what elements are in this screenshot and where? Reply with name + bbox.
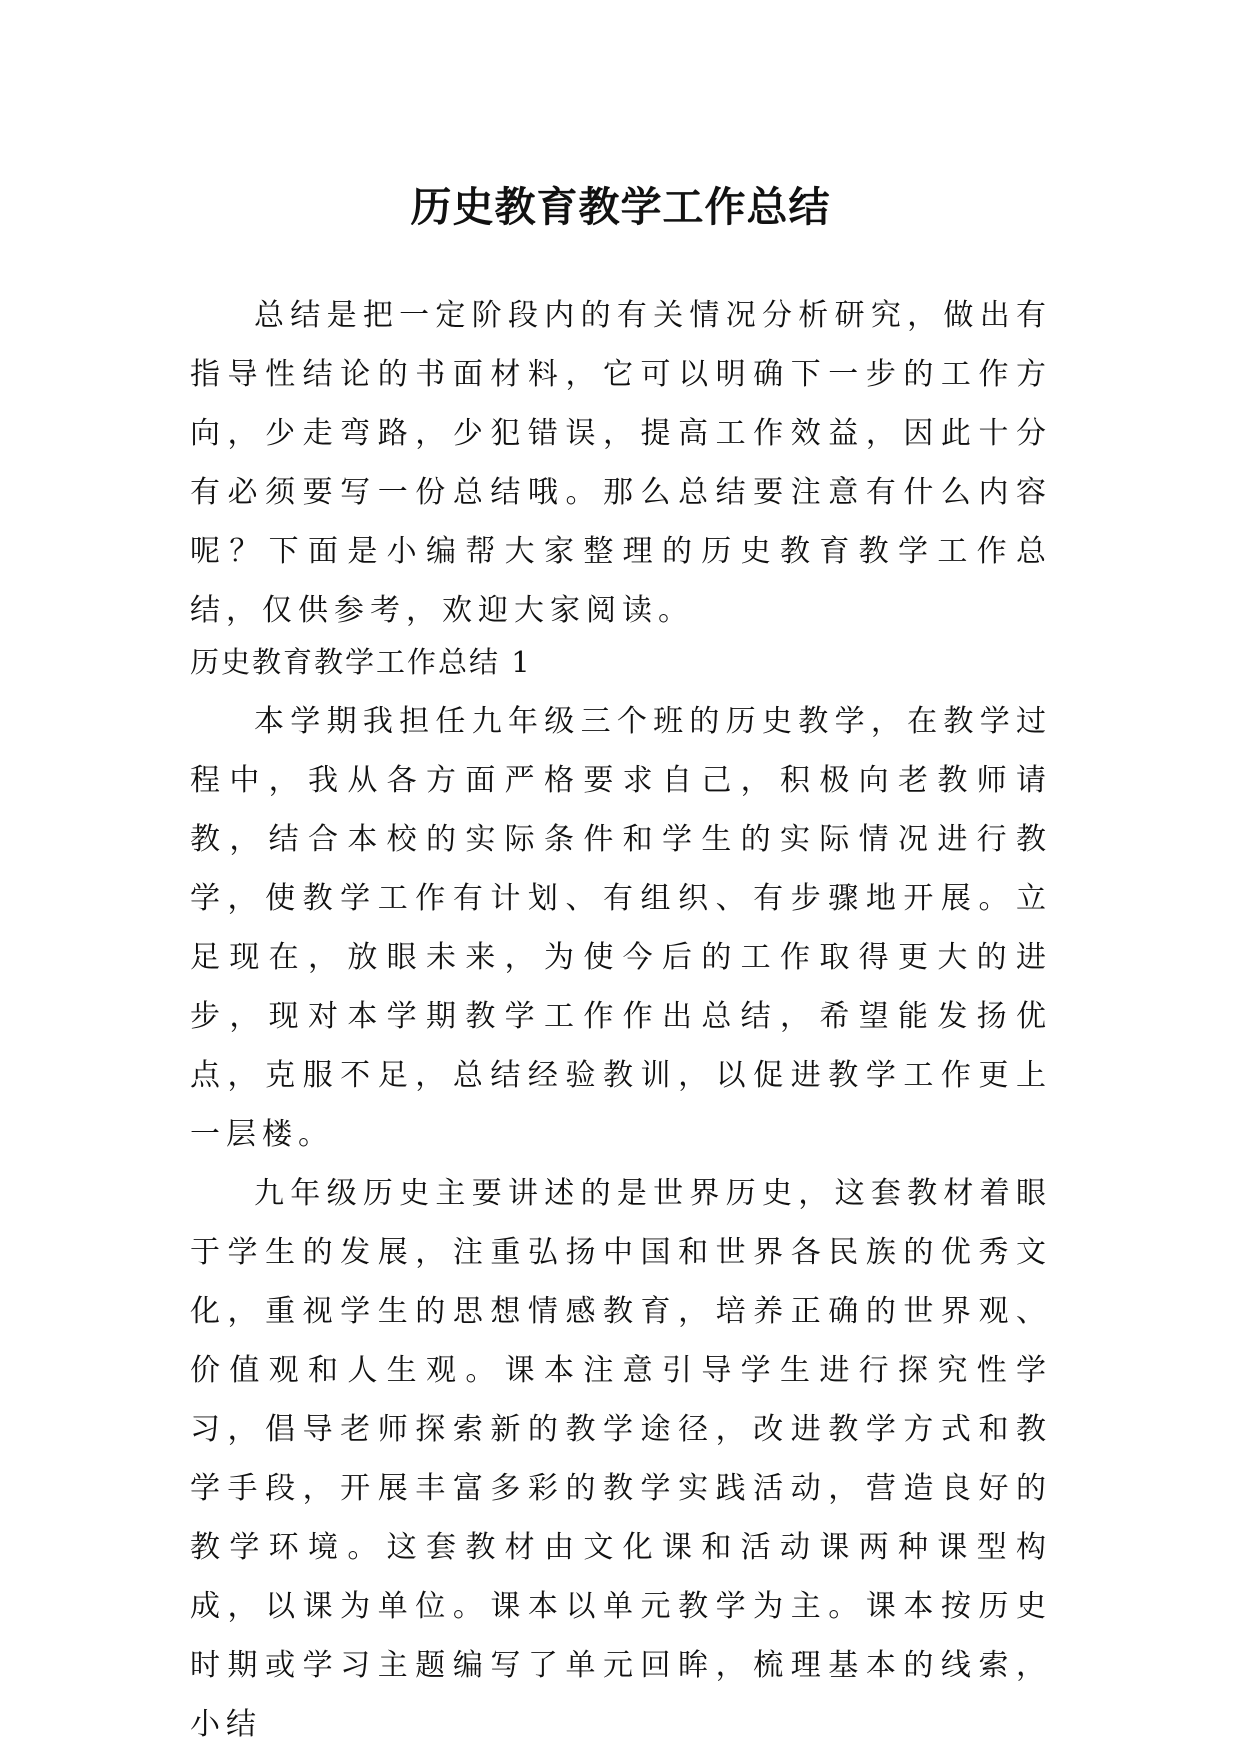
intro-block [190, 286, 1052, 640]
document-title: 历史教育教学工作总结 [410, 183, 831, 232]
section-paragraph-1: 本学期我担任九年级三个班的历史教学，在教学过程中，我从各方面严格要求自己，积极向老教师请教，结合本校的实际条件和学生的实际情况进行教学，使教学工作有计划、有组织、有步骤地开展。立足现在，放眼未来，为使今后的工作取得更大的进步，现对本学期教学工作作出总结，希望能发扬优点，克服不足，总结经验教训，以促进教学工作更上一层楼。 [190, 704, 1052, 1152]
section-heading: 历史教育教学工作总结 1 [190, 645, 532, 679]
section-1 [190, 633, 1052, 1754]
section-paragraph-2: 九年级历史主要讲述的是世界历史，这套教材着眼于学生的发展，注重弘扬中国和世界各民族的优秀文化，重视学生的思想情感教育，培养正确的世界观、价值观和人生观。课本注意引导学生进行探究性学习，倡导老师探索新的教学途径，改进教学方式和教学手段，开展丰富多彩的教学实践活动，营造良好的教学环境。这套教材由文化课和活动课两种课型构成，以课为单位。课本以单元教学为主。课本按历史时期或学习主题编写了单元回眸，梳理基本的线索，小结 [190, 1176, 1052, 1742]
intro-paragraph: 总结是把一定阶段内的有关情况分析研究，做出有指导性结论的书面材料，它可以明确下一步的工作方向，少走弯路，少犯错误，提高工作效益，因此十分有必须要写一份总结哦。那么总结要注意有什么内容呢？下面是小编帮大家整理的历史教育教学工作总结，仅供参考，欢迎大家阅读。 [190, 298, 1052, 628]
